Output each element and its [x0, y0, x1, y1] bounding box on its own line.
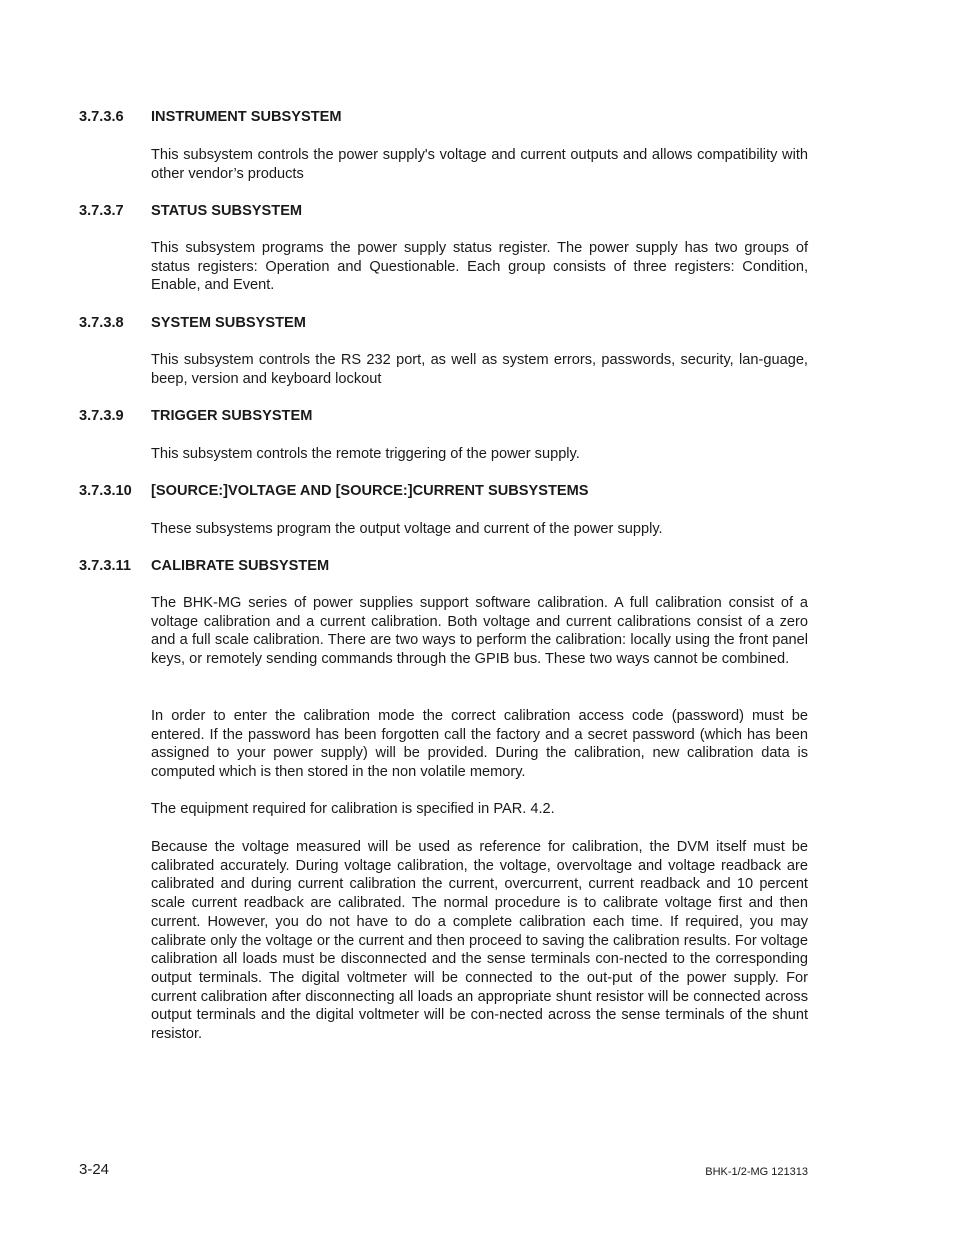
section-paragraph: Because the voltage measured will be used as reference for calibration, the DVM itself must be calibrated accurately. During voltage calibration, the voltage, overvoltage and voltage readback are calibrated and during current calibration the current, overcurrent, current readback and 10 percent scale current readback are calibrated. The normal procedure is to calibrate voltage first and then current. However, you do not have to do a complete calibration each time. If required, you may calibrate only the voltage or the current and then proceed to saving the calibration results. For voltage calibration all loads must be disconnected and the sense terminals con-nected to the corresponding output terminals. The digital voltmeter will be connected to the out-put of the power supply. For current calibration after disconnecting all loads an appropriate shunt resistor will be connected across output terminals and the digital voltmeter will be con-nected across the sense terminals of the shunt resistor.	[151, 839, 808, 1043]
section-title: INSTRUMENT SUBSYSTEM	[151, 109, 342, 125]
section-number: 3.7.3.9	[79, 408, 124, 424]
section-number: 3.7.3.7	[79, 203, 124, 219]
document-id: BHK-1/2-MG 121313	[705, 1166, 808, 1178]
section-title: [SOURCE:]VOLTAGE AND [SOURCE:]CURRENT SUBSYSTEMS	[151, 483, 589, 499]
section-paragraph: The equipment required for calibration is specified in PAR. 4.2.	[151, 801, 555, 817]
section-paragraph: The BHK-MG series of power supplies support software calibration. A full calibration consist of a voltage calibration and a current calibration. Both voltage and current calibrations consist of a zero and a full scale calibration. There are two ways to perform the calibration: locally using the front panel keys, or remotely sending commands through the GPIB bus. These two ways cannot be combined.	[151, 595, 808, 668]
section-title: CALIBRATE SUBSYSTEM	[151, 558, 330, 574]
section-number: 3.7.3.10	[79, 483, 132, 499]
section-paragraph: This subsystem programs the power supply status register. The power supply has two groups of status registers: Operation and Questionable. Each group consists of three registers: Condition, Enable, and Event.	[151, 240, 808, 294]
section-paragraph: These subsystems program the output voltage and current of the power supply.	[151, 521, 663, 537]
section-paragraph: This subsystem controls the power supply's voltage and current outputs and allows compatibility with other vendor’s products	[151, 147, 808, 182]
section-title: SYSTEM SUBSYSTEM	[151, 315, 306, 331]
page-number: 3-24	[79, 1161, 110, 1178]
section-paragraph: This subsystem controls the RS 232 port, as well as system errors, passwords, security, lan-guage, beep, version and keyboard lockout	[151, 352, 808, 387]
section-paragraph: This subsystem controls the remote triggering of the power supply.	[151, 446, 580, 462]
section-title: TRIGGER SUBSYSTEM	[151, 408, 313, 424]
section-number: 3.7.3.11	[79, 558, 131, 574]
section-number: 3.7.3.8	[79, 315, 124, 331]
section-number: 3.7.3.6	[79, 109, 124, 125]
section-paragraph: In order to enter the calibration mode the correct calibration access code (password) must be entered. If the password has been forgotten call the factory and a secret password (which has been assigned to your power supply) will be provided. During the calibration, new calibration data is computed which is then stored in the non volatile memory.	[151, 708, 808, 781]
section-title: STATUS SUBSYSTEM	[151, 203, 303, 219]
